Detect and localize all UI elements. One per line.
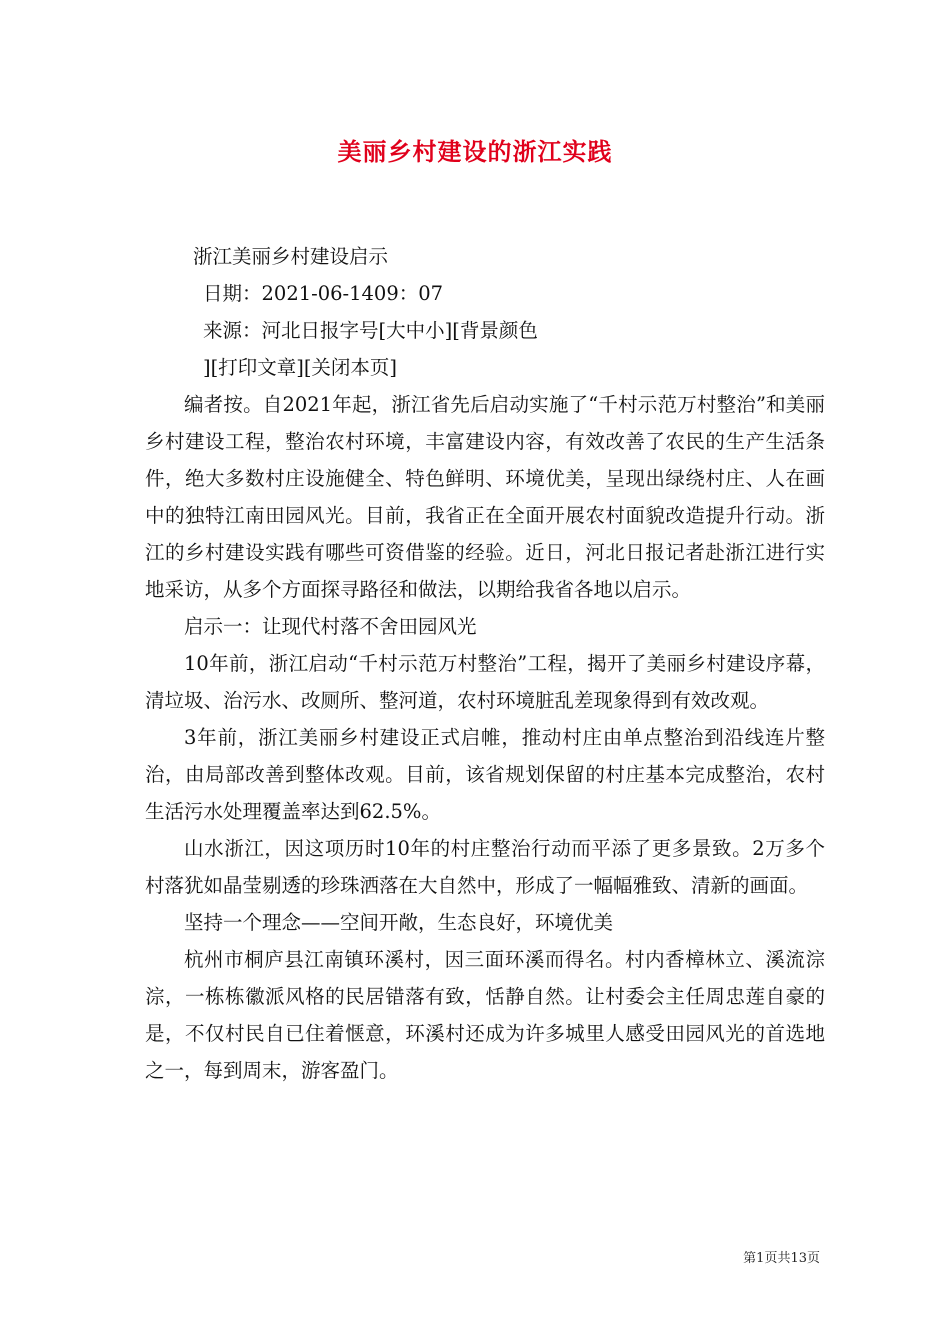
section-heading-1: 启示一：让现代村落不舍田园风光 <box>184 615 477 638</box>
paragraph: 10年前，浙江启动“千村示范万村整治”工程，揭开了美丽乡村建设序幕，清垃圾、治污水、改厕所、整河道，农村环境脏乱差现象得到有效改观。 <box>145 652 825 712</box>
subtitle: 浙江美丽乡村建设启示 <box>193 245 389 268</box>
paragraph: 杭州市桐庐县江南镇环溪村，因三面环溪而得名。村内香樟林立、溪流淙淙，一栋栋徽派风格的民居错落有致，恬静自然。让村委会主任周忠莲自豪的是，不仅村民自已住着惬意，环溪村还成为许多城里人感受田园风光的首选地之一，每到周末，游客盈门。 <box>145 948 825 1082</box>
source-line: 来源：河北日报字号[大中小][背景颜色 <box>203 319 538 342</box>
document-title: 美丽乡村建设的浙江实践 <box>337 137 613 166</box>
paragraph-editor-note: 编者按。自2021年起，浙江省先后启动实施了“千村示范万村整治”和美丽乡村建设工程，整治农村环境，丰富建设内容，有效改善了农民的生产生活条件，绝大多数村庄设施健全、特色鲜明、环境优美，呈现出绿绕村庄、人在画中的独特江南田园风光。目前，我省正在全面开展农村面貌改造提升行动。浙江的乡村建设实践有哪些可资借鉴的经验。近日，河北日报记者赴浙江进行实地采访，从多个方面探寻路径和做法，以期给我省各地以启示。 <box>145 393 825 601</box>
section-subheading: 坚持一个理念——空间开敞，生态良好，环境优美 <box>184 911 614 934</box>
paragraph: 3年前，浙江美丽乡村建设正式启帷，推动村庄由单点整治到沿线连片整治，由局部改善到整体改观。目前，该省规划保留的村庄基本完成整治，农村生活污水处理覆盖率达到62.5%。 <box>145 726 825 823</box>
paragraph: 山水浙江，因这项历时10年的村庄整治行动而平添了更多景致。2万多个村落犹如晶莹剔透的珍珠洒落在大自然中，形成了一幅幅雅致、清新的画面。 <box>145 837 825 897</box>
date-line: 日期：2021-06-1409：07 <box>203 282 444 305</box>
page-number: 第1页共13页 <box>743 1251 820 1266</box>
source-line-actions: ][打印文章][关闭本页] <box>203 356 398 379</box>
document-body <box>145 238 825 1089</box>
